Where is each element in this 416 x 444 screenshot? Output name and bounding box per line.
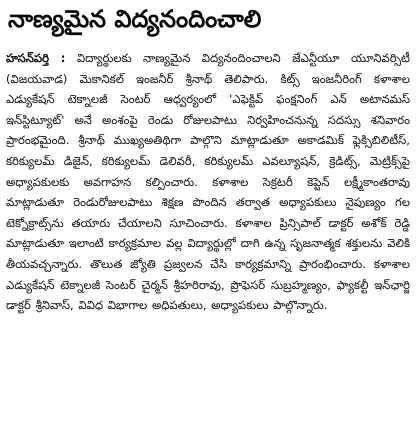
article-dateline: హసన్‌పర్తి : bbox=[6, 51, 66, 65]
article-body-text: విద్యార్థులకు నాణ్యమైన విద్యనందించాలని జేఎన్టీయూ యూనివర్సిటీ (విజయవాడ) మెకానికల్ ఇంజనీర్ శ్రీనాథ్ తెలిపారు. కిట్స్ ఇంజనీరింగ్ కళాశాల ఎడ్యుకేషన్ టెక్నాలజీ సెంటర్ ఆధ్వర్యంలో 'ఎఫెక్టివ్ ఫంక్షనింగ్ ఎన్ అటానమస్ ఇన్‌స్టిట్యూట్' అనే అంశంపై రెండు రోజులపాటు నిర్వహించనున్న సదస్సు శనివారం ప్రారంభమైంది. శ్రీనాథ్ ముఖ్యఅతిథిగా పాల్గొని మాట్లాడుతూ అకాడమిక్ ఫ్లెక్సిబిలిటీస్, కరిక్యులమ్ డిజైన్, కరిక్యులమ్ డెలివరీ, కరిక్యులమ్ ఎవల్యూషన్, క్రెడిట్స్, మెట్రిక్స్‌పై అధ్యాపకులకు అవగాహన కల్పించారు. కళాశాల సెక్రటరీ కెప్టెన్ లక్ష్మీకాంతరావు మాట్లాడుతూ రెండురోజులపాటు శిక్షణ పొందిన తర్వాత అధ్యాపకులు నైపుణ్యం గల టెక్నోక్రాట్స్‌ను తయారు చేయాలని సూచించారు. కళాశాల ప్రిన్సిపాల్ డాక్టర్ అశోక్ రెడ్డి మాట్లాడుతూ ఇలాంటి కార్యక్రమాల వల్ల విద్యార్థుల్లో దాగి ఉన్న సృజనాత్మక శక్తులను వెలికి తీయవచ్చన్నారు. తొలుత జ్యోతి ప్రజ్వలన చేసి కార్యక్రమాన్ని ప్రారంభించారు. కళాశాల ఎడ్యుకేషన్ టెక్నాలజీ సెంటర్ చైర్మన్ శ్రీహరిరావు, ప్రొఫెసర్ సుబ్రహ్మణ్యం, ఫ్యాకల్టీ ఇన్‌ఛార్జి డాక్టర్ శ్రీనివాస్, వివిధ విభాగాల అధిపతులు, అధ్యాపకులు పాల్గొన్నారు. bbox=[6, 51, 411, 313]
article-headline: నాణ్యమైన విద్యనందించాలి bbox=[8, 5, 262, 33]
article-body-paragraph bbox=[6, 48, 410, 316]
